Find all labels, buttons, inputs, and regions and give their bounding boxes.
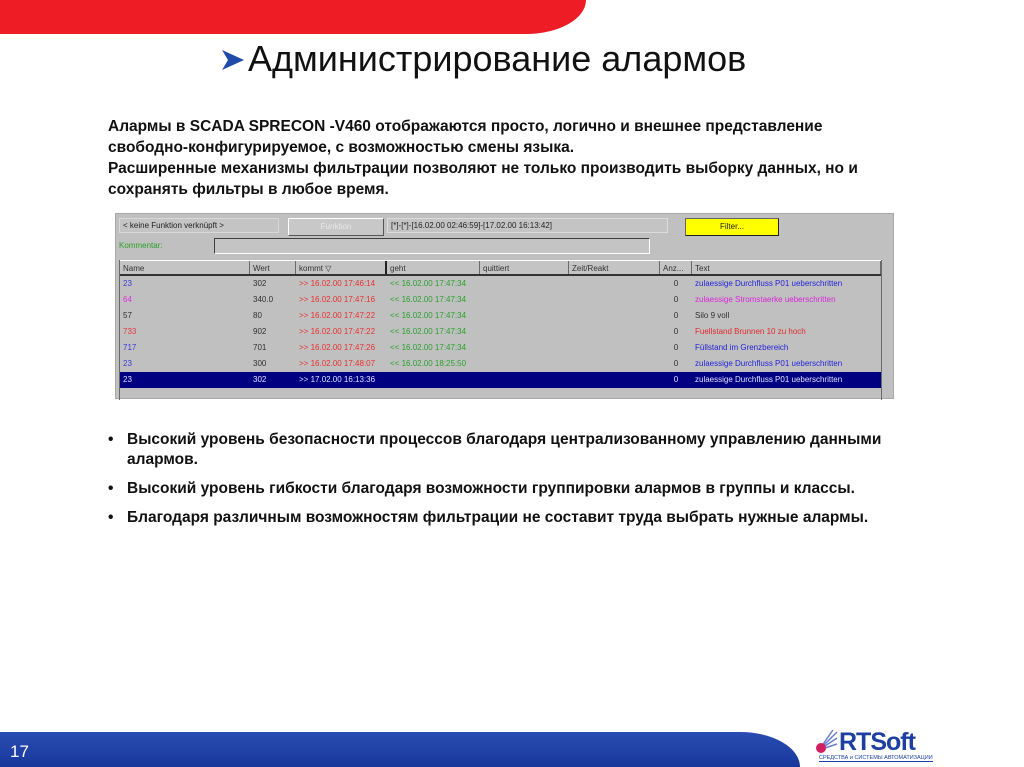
cell-value: 302 — [253, 279, 267, 288]
alarm-table — [119, 260, 882, 400]
column-header-value[interactable]: Wert — [250, 261, 296, 274]
cell-goes: << 16.02.00 17:47:34 — [390, 295, 467, 304]
arrow-bullet-icon — [222, 48, 244, 74]
function-button[interactable]: Funktion — [288, 218, 384, 236]
cell-acknowledged — [480, 372, 569, 388]
table-row[interactable] — [120, 356, 881, 372]
cell-name: 717 — [123, 343, 137, 352]
cell-time-reaction — [569, 324, 660, 340]
cell-goes: << 16.02.00 17:47:34 — [390, 327, 467, 336]
list-item-text: Высокий уровень безопасности процессов благодаря централизованному управлению данными алармов. — [127, 431, 882, 468]
feature-list — [108, 430, 908, 537]
filter-button[interactable]: Filter... — [685, 218, 779, 236]
filter-range-field[interactable]: [*]-[*]-[16.02.00 02:46:59]-[17.02.00 16:13:42] — [387, 218, 668, 233]
list-item-text: Благодаря различным возможностям фильтрации не составит труда выбрать нужные алармы. — [127, 509, 869, 526]
cell-count: 0 — [673, 279, 679, 288]
cell-comes: >> 16.02.00 17:48:07 — [299, 359, 376, 368]
cell-time-reaction — [569, 308, 660, 324]
cell-name: 733 — [123, 327, 137, 336]
cell-value: 80 — [253, 311, 262, 320]
alarm-list-screenshot — [115, 213, 894, 399]
cell-value: 902 — [253, 327, 267, 336]
cell-acknowledged — [480, 356, 569, 372]
cell-count: 0 — [673, 343, 679, 352]
logo-rays-icon — [815, 730, 839, 754]
list-item — [108, 430, 908, 470]
cell-comes: >> 17.02.00 16:13:36 — [299, 375, 376, 384]
cell-time-reaction — [569, 276, 660, 292]
cell-goes: << 16.02.00 17:47:34 — [390, 279, 467, 288]
cell-time-reaction — [569, 340, 660, 356]
cell-time-reaction — [569, 292, 660, 308]
company-logo — [815, 728, 1015, 764]
cell-value: 340.0 — [253, 295, 274, 304]
cell-count: 0 — [673, 327, 679, 336]
cell-count: 0 — [673, 295, 679, 304]
cell-text: zulaessige Durchfluss P01 ueberschritten — [695, 359, 843, 368]
footer-blue-bar — [0, 732, 800, 767]
column-header-text[interactable]: Text — [692, 261, 881, 274]
cell-goes: << 16.02.00 17:47:34 — [390, 311, 467, 320]
cell-acknowledged — [480, 340, 569, 356]
cell-goes — [387, 372, 480, 388]
bullet-dot-icon: • — [108, 480, 114, 497]
table-row[interactable] — [120, 308, 881, 324]
comment-label: Kommentar: — [119, 241, 163, 250]
intro-line: сохранять фильтры в любое время. — [108, 181, 389, 198]
cell-name: 23 — [123, 279, 132, 288]
cell-text: Silo 9 voll — [695, 311, 730, 320]
cell-text: zulaessige Durchfluss P01 ueberschritten — [695, 279, 843, 288]
cell-acknowledged — [480, 308, 569, 324]
logo-subtitle: СРЕДСТВА и СИСТЕМЫ АВТОМАТИЗАЦИИ — [819, 755, 933, 761]
cell-name: 57 — [123, 311, 132, 320]
column-header-count[interactable]: Anz... — [660, 261, 692, 274]
logo-text: RTSoft — [839, 728, 915, 756]
cell-goes: << 16.02.00 18:25:50 — [390, 359, 467, 368]
intro-paragraph — [108, 116, 948, 200]
cell-time-reaction — [569, 356, 660, 372]
cell-name: 23 — [123, 359, 132, 368]
column-header-name[interactable]: Name — [120, 261, 250, 274]
cell-count: 0 — [673, 359, 679, 368]
cell-text: Füllstand im Grenzbereich — [695, 343, 789, 352]
table-row[interactable] — [120, 292, 881, 308]
cell-value: 701 — [253, 343, 267, 352]
cell-time-reaction — [569, 372, 660, 388]
cell-count: 0 — [673, 375, 679, 384]
cell-comes: >> 16.02.00 17:46:14 — [299, 279, 376, 288]
table-row[interactable] — [120, 324, 881, 340]
cell-goes: << 16.02.00 17:47:34 — [390, 343, 467, 352]
title-block — [222, 38, 746, 80]
column-header-goes[interactable]: geht — [387, 261, 480, 274]
cell-acknowledged — [480, 292, 569, 308]
list-item — [108, 479, 908, 499]
cell-text: Fuellstand Brunnen 10 zu hoch — [695, 327, 806, 336]
list-item — [108, 508, 908, 528]
bullet-dot-icon: • — [108, 431, 114, 448]
page-title: Администрирование алармов — [248, 38, 747, 79]
cell-acknowledged — [480, 276, 569, 292]
cell-comes: >> 16.02.00 17:47:16 — [299, 295, 376, 304]
table-row[interactable] — [120, 372, 881, 388]
table-row[interactable] — [120, 276, 881, 292]
column-header-acknowledged[interactable]: quittiert — [480, 261, 569, 274]
cell-acknowledged — [480, 324, 569, 340]
top-red-banner — [0, 0, 586, 34]
column-header-comes[interactable]: kommt ▽ — [296, 261, 387, 274]
cell-value: 300 — [253, 359, 267, 368]
table-body — [120, 276, 881, 388]
cell-text: zulaessige Stromstaerke ueberschritten — [695, 295, 836, 304]
cell-comes: >> 16.02.00 17:47:22 — [299, 311, 376, 320]
cell-value: 302 — [253, 375, 267, 384]
comment-input[interactable] — [214, 238, 650, 254]
cell-comes: >> 16.02.00 17:47:22 — [299, 327, 376, 336]
cell-count: 0 — [673, 311, 679, 320]
table-header — [120, 260, 881, 276]
bullet-dot-icon: • — [108, 509, 114, 526]
table-row[interactable] — [120, 340, 881, 356]
cell-text: zulaessige Durchfluss P01 ueberschritten — [695, 375, 843, 384]
function-field[interactable]: < keine Funktion verknüpft > — [119, 218, 279, 233]
intro-line: Расширенные механизмы фильтрации позволяют не только производить выборку данных, но и — [108, 160, 858, 177]
cell-comes: >> 16.02.00 17:47:26 — [299, 343, 376, 352]
cell-name: 23 — [123, 375, 132, 384]
column-header-time-reaction[interactable]: Zeit/Reakt — [569, 261, 660, 274]
list-item-text: Высокий уровень гибкости благодаря возможности группировки алармов в группы и классы. — [127, 480, 855, 497]
intro-line: Алармы в SCADA SPRECON -V460 отображаются просто, логично и внешнее представление — [108, 118, 823, 135]
page-number: 17 — [10, 742, 29, 761]
cell-name: 64 — [123, 295, 132, 304]
intro-line: свободно-конфигурируемое, с возможностью смены языка. — [108, 139, 575, 156]
